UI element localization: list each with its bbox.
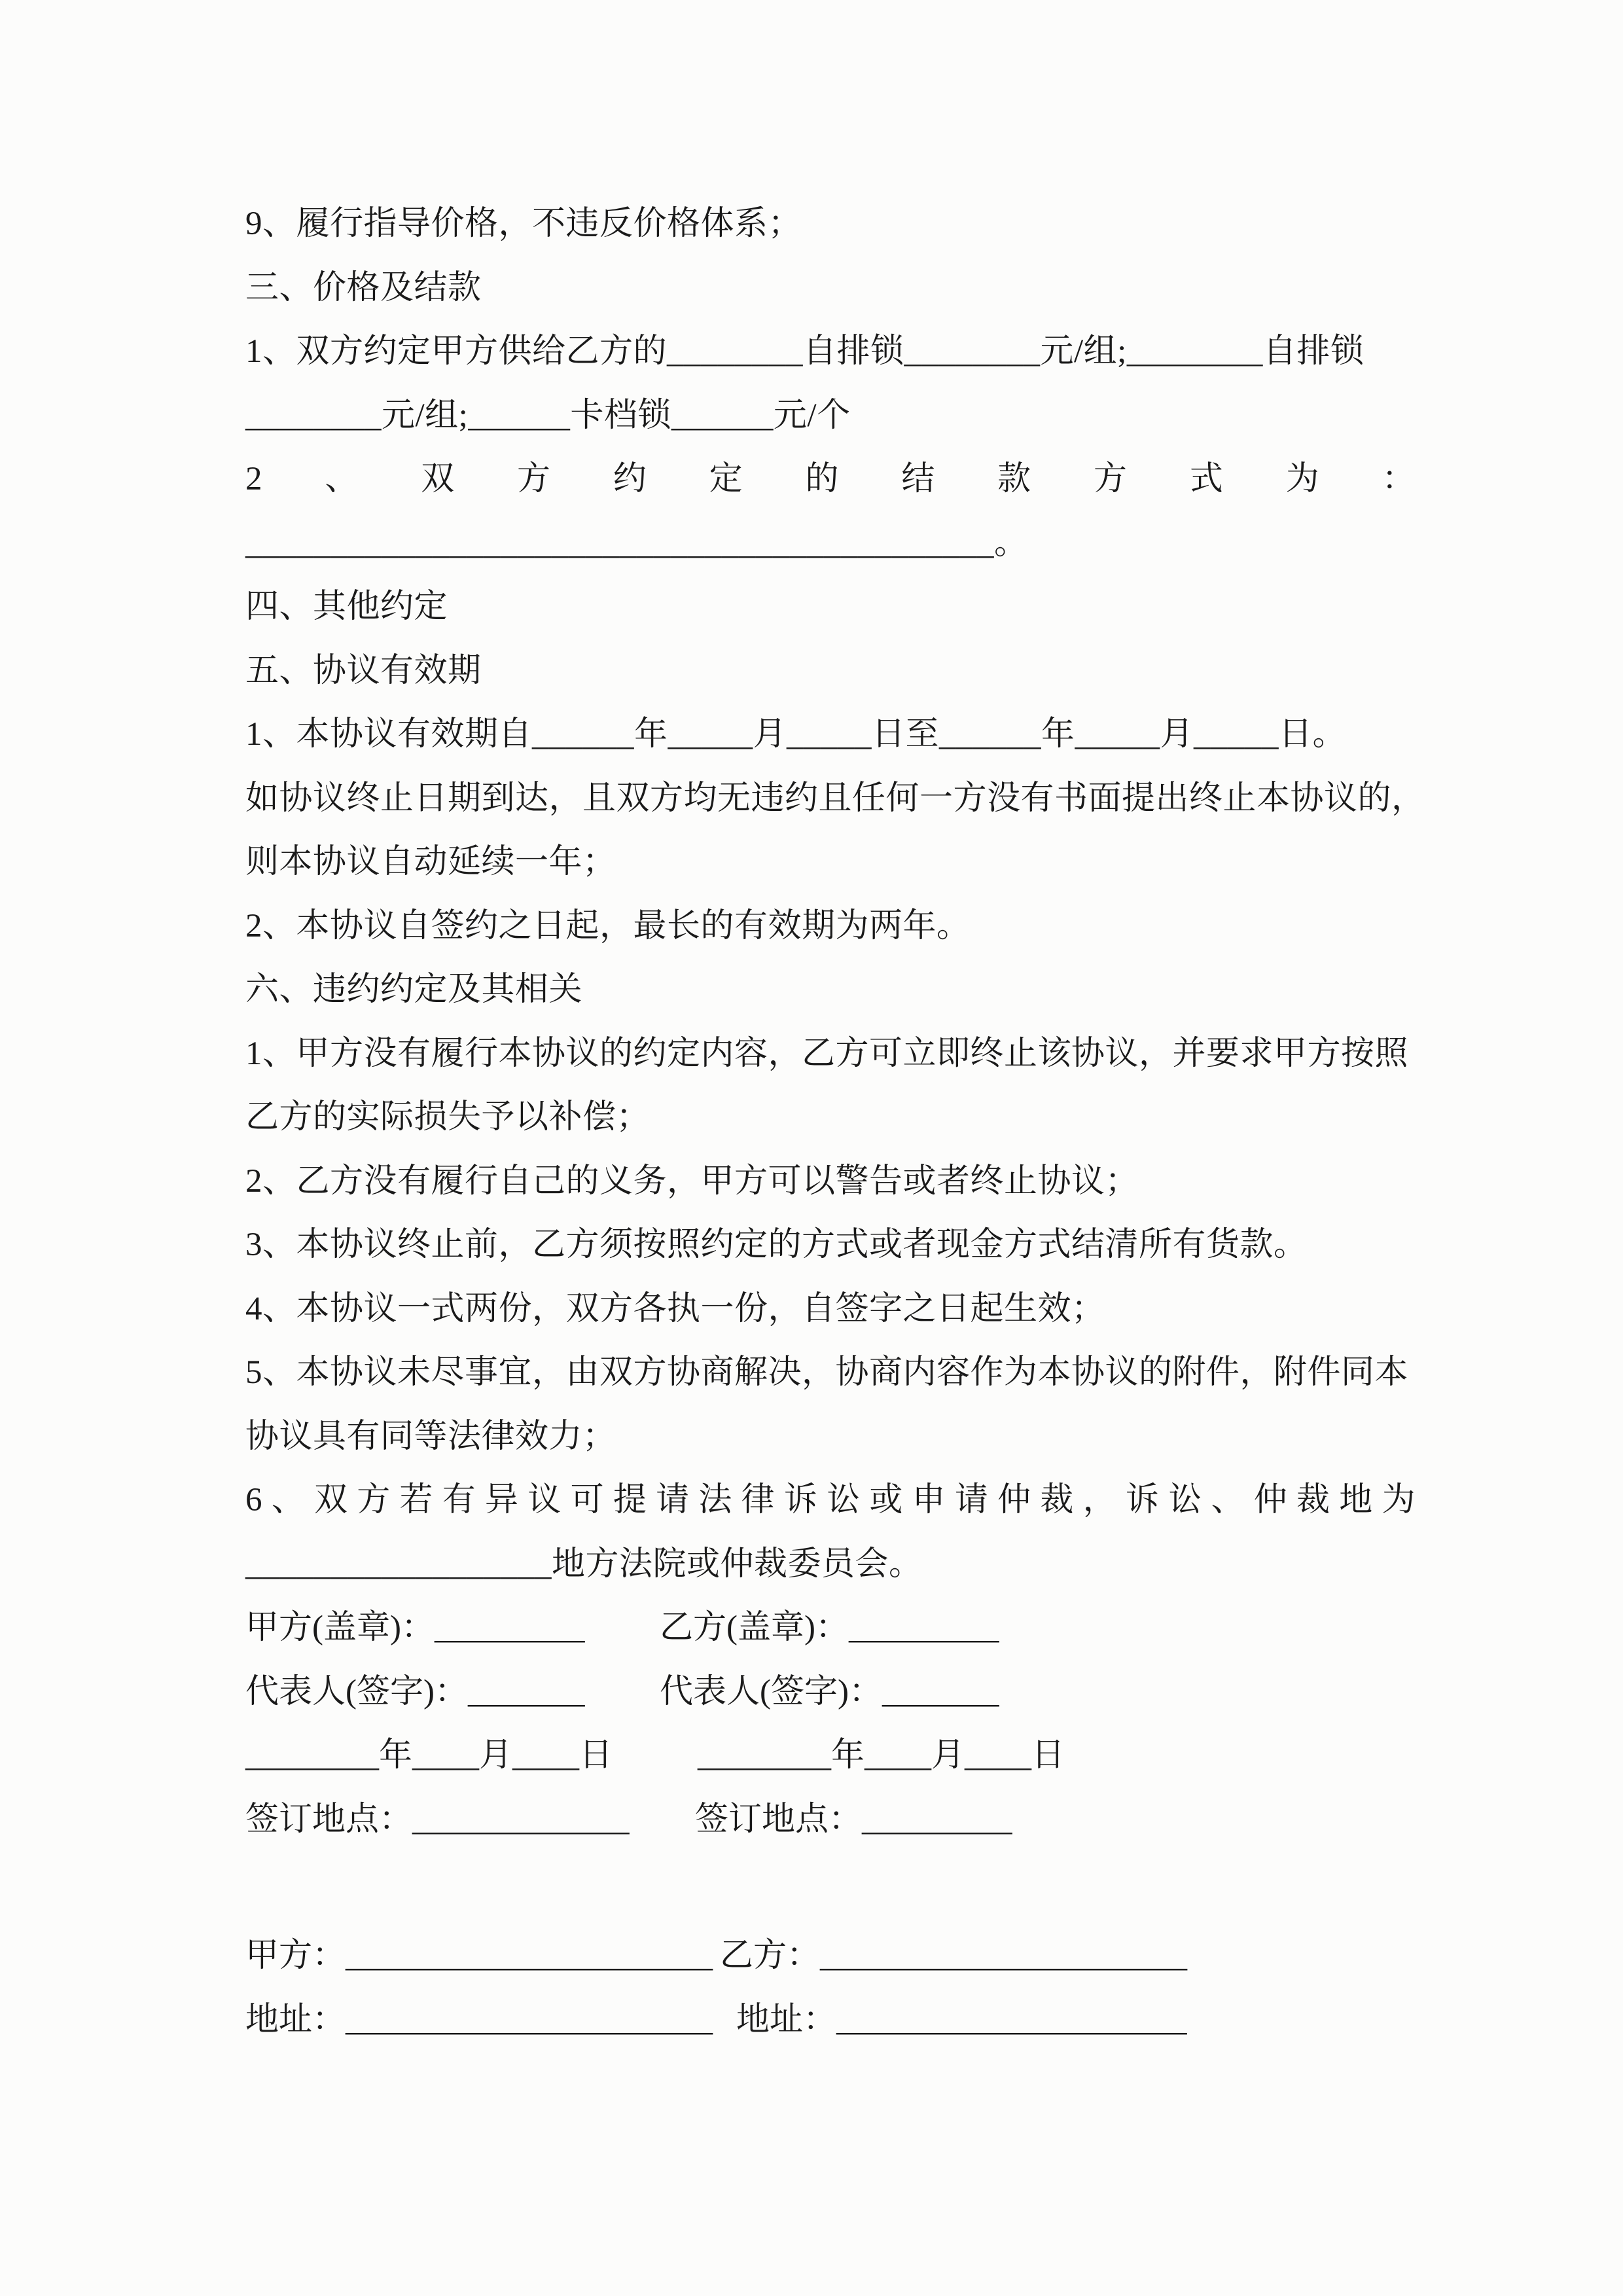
clause-validity-max-term: 2、本协议自签约之日起，最长的有效期为两年。	[245, 907, 971, 944]
clause-supply-price-1-cont: ________元/组;______卡档锁______元/个	[245, 397, 851, 434]
clause-supply-price-1: 1、双方约定甲方供给乙方的________自排锁________元/组;________自排锁	[245, 333, 1364, 370]
clause-breach-1: 1、甲方没有履行本协议的约定内容，乙方可立即终止该协议，并要求甲方按照	[245, 1035, 1409, 1072]
party-a-name-field: 甲方：______________________	[245, 1937, 713, 1974]
party-a-signing-place-field: 签订地点：_____________	[245, 1801, 630, 1838]
clause-validity-dates-cont2: 则本协议自动延续一年；	[245, 844, 616, 880]
clause-validity-dates: 1、本协议有效期自______年_____月_____日至______年_____月_____日。	[245, 716, 1347, 753]
signature-row-signing-place	[245, 1788, 1416, 1852]
signature-row-party-names	[245, 1924, 1416, 1988]
signature-row-seal	[245, 1596, 1416, 1660]
clause-breach-5-cont: 协议具有同等法律效力；	[245, 1418, 616, 1455]
section-5-heading-validity: 五、协议有效期	[245, 652, 482, 689]
clause-settlement-method: 2、双方约定的结款方式为：	[245, 461, 1416, 497]
signature-row-representative	[245, 1660, 1416, 1725]
clause-breach-6-dispute: 6、双方若有异议可提请法律诉讼或申请仲裁，诉讼、仲裁地为	[245, 1482, 1416, 1518]
party-b-date-field: ________年____月____日	[698, 1737, 1065, 1774]
clause-breach-2: 2、乙方没有履行自己的义务，甲方可以警告或者终止协议；	[245, 1162, 1139, 1200]
clause-breach-5: 5、本协议未尽事宜，由双方协商解决，协商内容作为本协议的附件，附件同本	[245, 1354, 1409, 1391]
party-b-representative-field: 代表人(签字)：_______	[660, 1673, 999, 1710]
settlement-method-blank: ____________________________________________。	[245, 524, 1028, 562]
party-a-representative-field: 代表人(签字)：_______	[245, 1673, 585, 1710]
section-6-heading-breach: 六、违约约定及其相关	[245, 971, 583, 1008]
party-a-address-field: 地址：______________________	[245, 2001, 713, 2038]
signature-row-date	[245, 1724, 1416, 1788]
spacer-row	[245, 1852, 1416, 1924]
clause-breach-6-court-blank: __________________地方法院或仲裁委员会。	[245, 1545, 923, 1583]
clause-breach-4: 4、本协议一式两份，双方各执一份，自签字之日起生效；	[245, 1290, 1105, 1327]
party-a-seal-field: 甲方(盖章)：_________	[245, 1609, 585, 1646]
clause-breach-1-cont: 乙方的实际损失予以补偿；	[245, 1099, 651, 1136]
clause-breach-3: 3、本协议终止前，乙方须按照约定的方式或者现金方式结清所有货款。	[245, 1227, 1308, 1263]
clause-validity-dates-cont1: 如协议终止日期到达，且双方均无违约且任何一方没有书面提出终止本协议的，	[245, 780, 1425, 817]
party-b-name-field: 乙方：______________________	[720, 1937, 1188, 1974]
party-b-address-field: 地址：_____________________	[736, 2001, 1187, 2038]
party-b-signing-place-field: 签订地点：_________	[695, 1801, 1012, 1838]
party-b-seal-field: 乙方(盖章)：_________	[660, 1609, 999, 1646]
clause-9-guide-price: 9、履行指导价格，不违反价格体系；	[245, 206, 802, 242]
party-a-date-field: ________年____月____日	[245, 1737, 613, 1774]
signature-row-addresses	[245, 1988, 1416, 2053]
section-4-heading-other: 四、其他约定	[245, 588, 448, 625]
section-3-heading-price-settlement: 三、价格及结款	[245, 269, 482, 306]
